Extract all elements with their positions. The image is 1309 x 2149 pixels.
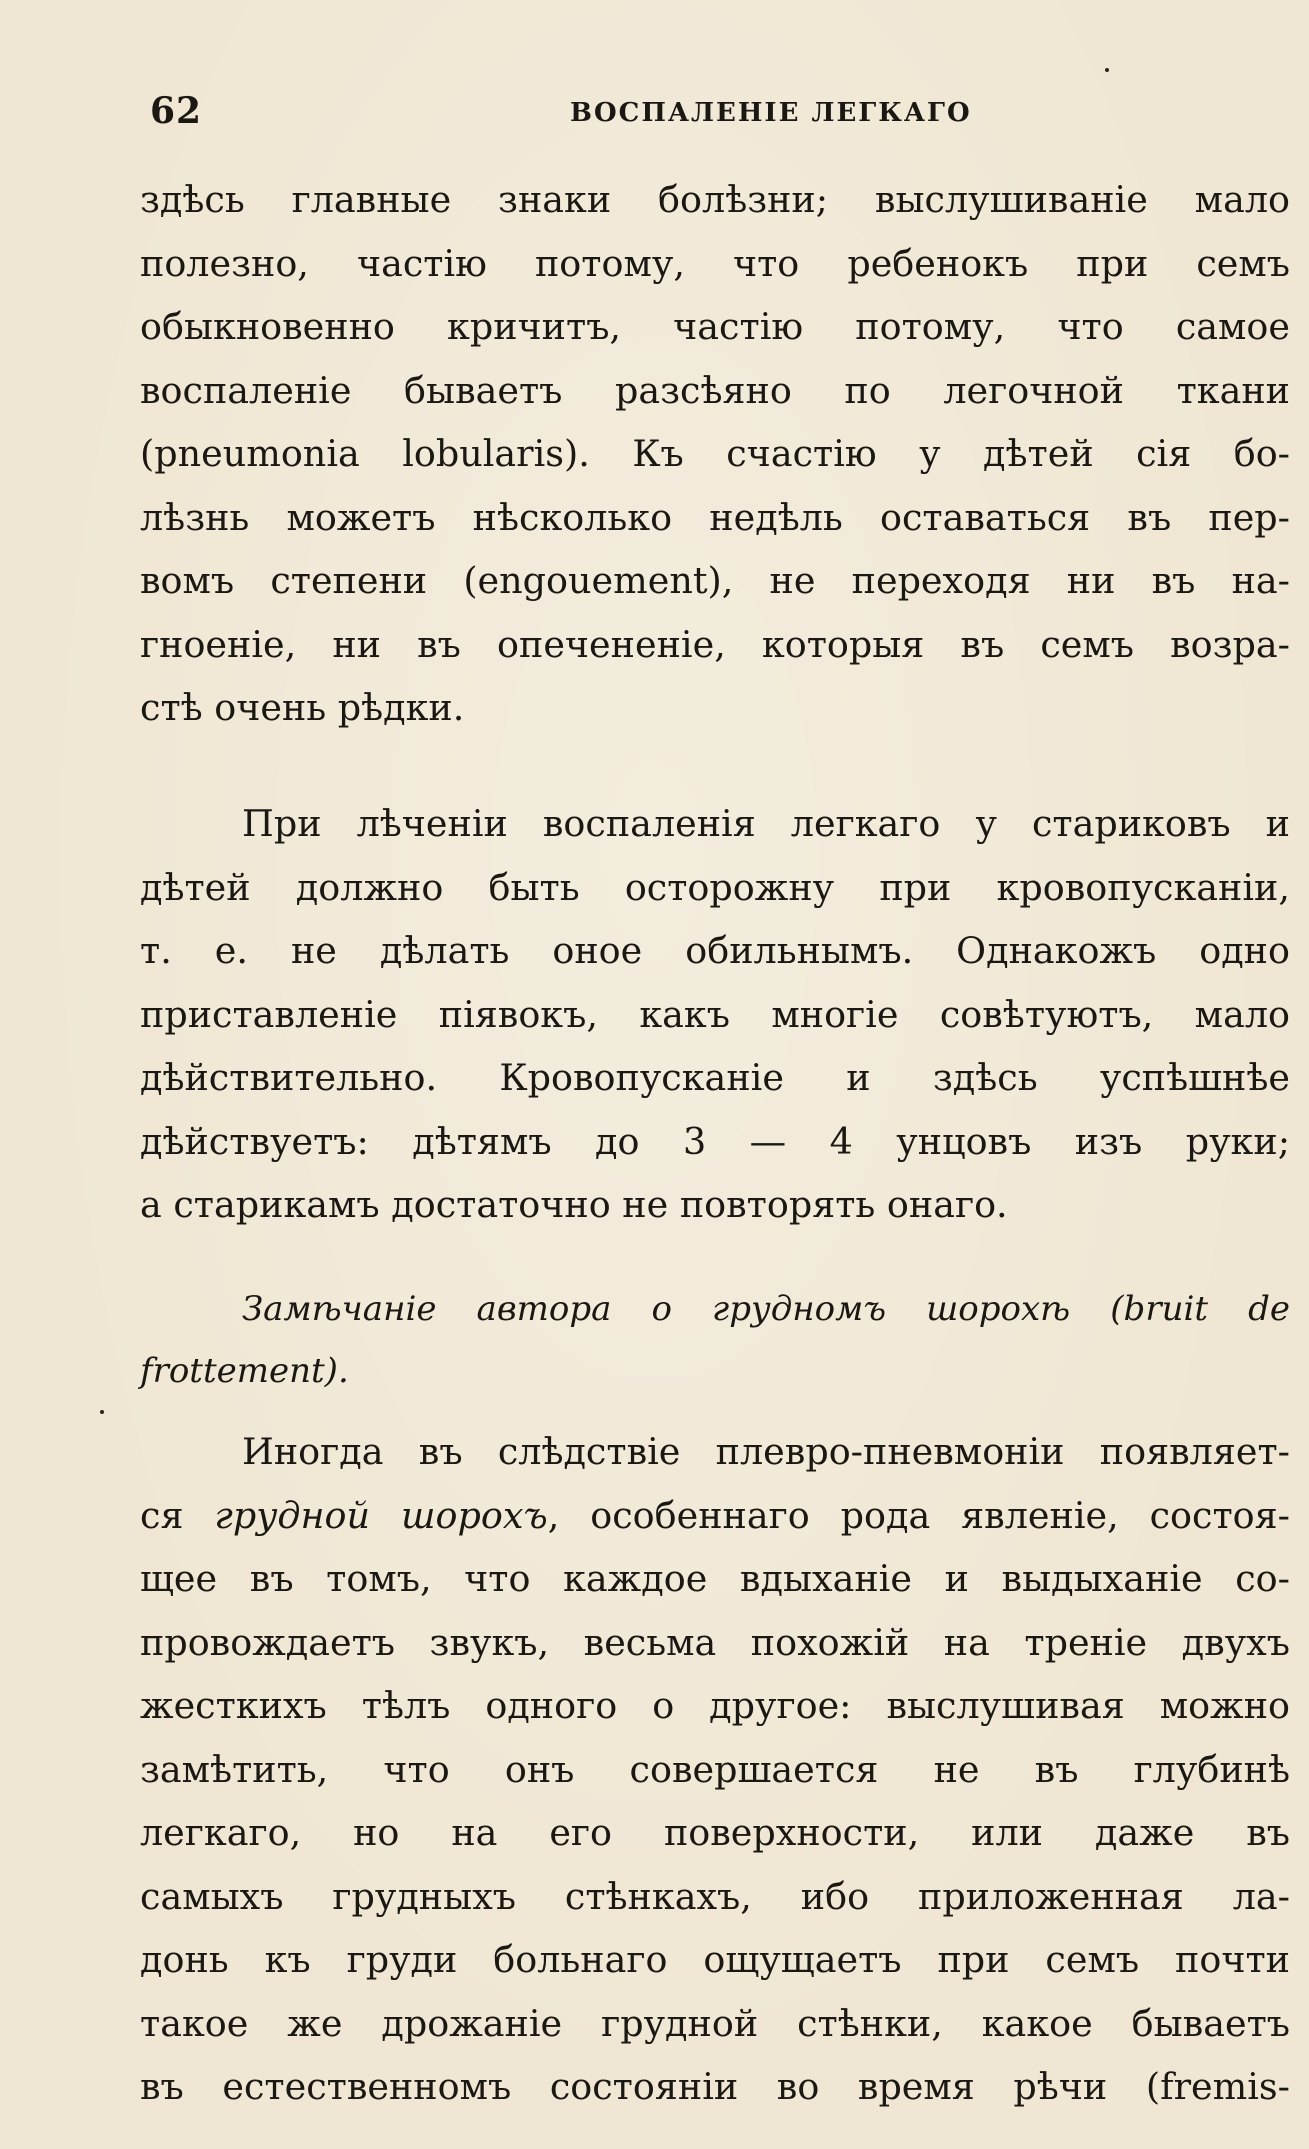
text-line: стѣ очень рѣдки. xyxy=(140,686,465,729)
italic-term: грудной шорохъ xyxy=(214,1493,548,1537)
text-line: дѣтей должно быть осторожну при кровопусканiи, xyxy=(140,865,1290,909)
text-fragment: , особеннаго рода явленiе, состоя- xyxy=(547,1493,1290,1537)
text-line: воспаленiе бываетъ разсѣяно по легочной ткани xyxy=(140,368,1290,412)
paragraph-2 xyxy=(140,792,1290,1237)
text-line: провождаетъ звукъ, весьма похожiй на тренiе двухъ xyxy=(140,1620,1290,1664)
ink-speck xyxy=(1105,68,1109,72)
page-header xyxy=(150,90,1290,130)
paragraph-1 xyxy=(140,168,1290,740)
remark-line: Замѣчанiе автора о грудномъ шорохѣ (bruit de xyxy=(242,1289,1290,1329)
text-line: Иногда въ слѣдствiе плевро-пневмонiи появляет- xyxy=(242,1430,1290,1473)
text-line: лѣзнь можетъ нѣсколько недѣль оставаться въ пер- xyxy=(140,495,1290,539)
remark-line: frottement). xyxy=(140,1351,349,1391)
running-head: ВОСПАЛЕНIЕ ЛЕГКАГО xyxy=(570,98,972,128)
text-line: донь къ груди больнаго ощущаетъ при семъ почти xyxy=(140,1938,1290,1981)
text-line: а старикамъ достаточно не повторять онаго. xyxy=(140,1183,1008,1226)
ink-speck xyxy=(100,1410,104,1414)
text-line: дѣйствительно. Кровопусканiе и здѣсь успѣшнѣе xyxy=(140,1056,1290,1099)
text-line: здѣсь главные знаки болѣзни; выслушиванiе мало xyxy=(140,178,1290,221)
text-fragment: ся xyxy=(140,1493,215,1537)
text-line: самыхъ грудныхъ стѣнкахъ, ибо приложенная ла- xyxy=(140,1874,1290,1918)
text-line: замѣтить, что онъ совершается не въ глубинѣ xyxy=(140,1747,1290,1791)
text-line: щее въ томъ, что каждое вдыханiе и выдыханiе со- xyxy=(140,1557,1290,1600)
text-line: При лѣченiи воспаленiя легкаго у стариковъ и xyxy=(242,802,1290,845)
text-line: (pneumonia lobularis). Къ счастiю у дѣтей сiя бо- xyxy=(140,432,1290,475)
text-line: легкаго, но на его поверхности, или даже въ xyxy=(140,1811,1290,1854)
paragraph-3 xyxy=(140,1420,1290,2119)
text-line: жесткихъ тѣлъ одного о другое: выслушивая можно xyxy=(140,1684,1290,1727)
text-line: гноенiе, ни въ опечененiе, которыя въ семъ возра- xyxy=(140,622,1290,666)
text-line: обыкновенно кричитъ, частiю потому, что самое xyxy=(140,305,1290,348)
text-line: въ естественномъ состоянiи во время рѣчи (fremis- xyxy=(140,2065,1290,2108)
text-line-with-italic xyxy=(140,1484,1290,1548)
text-line: дѣйствуетъ: дѣтямъ до 3 — 4 унцовъ изъ руки; xyxy=(140,1119,1290,1163)
page-number: 62 xyxy=(150,90,203,132)
text-line: такое же дрожанiе грудной стѣнки, какое бываетъ xyxy=(140,2001,1290,2045)
text-line: вомъ степени (engouement), не переходя ни въ на- xyxy=(140,559,1290,602)
text-line: приставленiе пiявокъ, какъ многiе совѣтуютъ, мало xyxy=(140,992,1290,1036)
author-remark-heading xyxy=(140,1278,1290,1402)
text-line: т. е. не дѣлать оное обильнымъ. Однакожъ одно xyxy=(140,929,1290,972)
text-line: полезно, частiю потому, что ребенокъ при семъ xyxy=(140,241,1290,285)
